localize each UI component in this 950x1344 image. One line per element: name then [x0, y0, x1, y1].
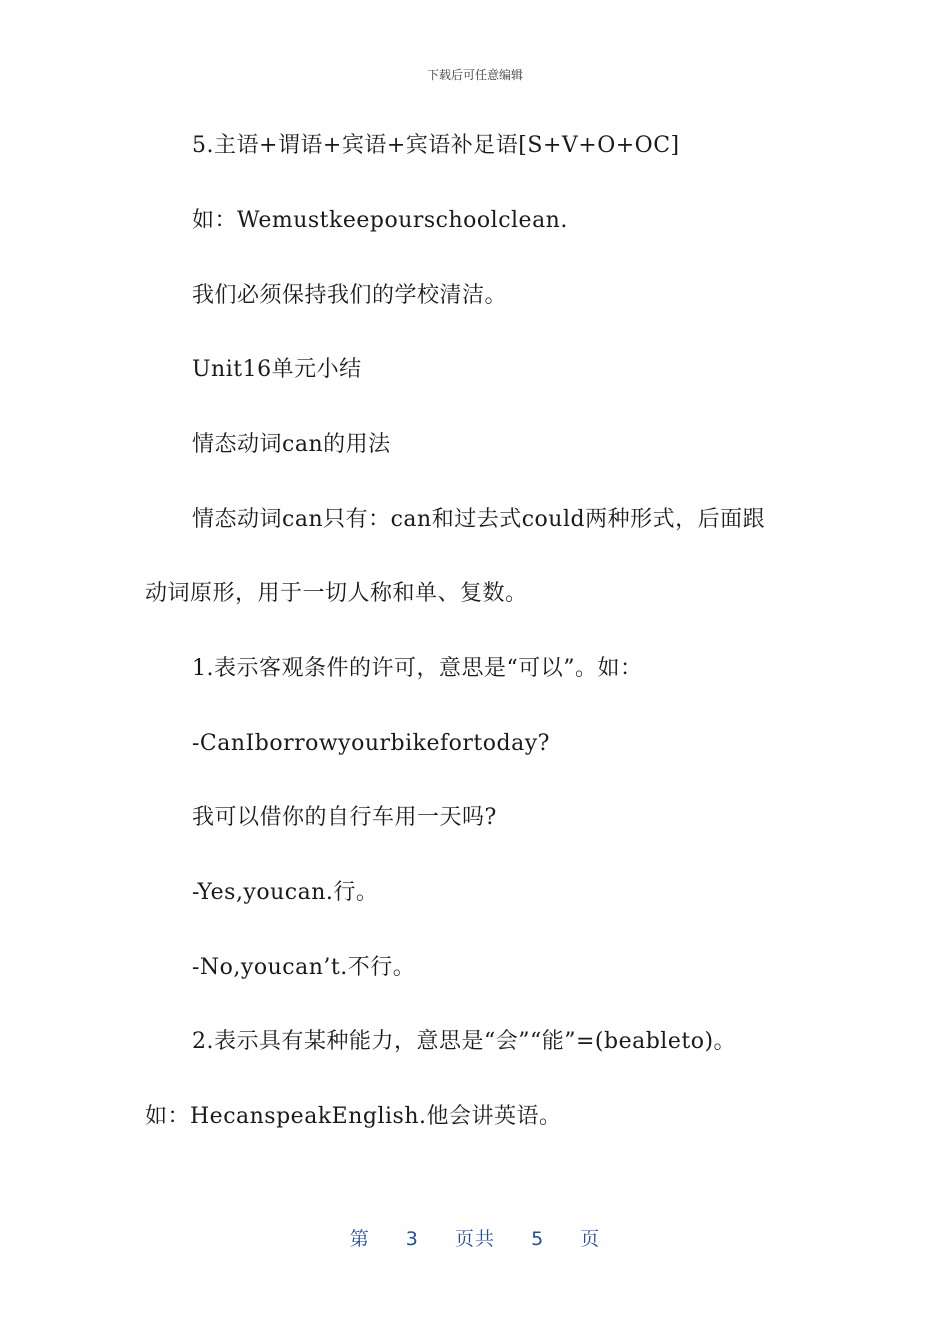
current-page-number: 3 [405, 1228, 419, 1250]
page-header: 下载后可任意编辑 [426, 68, 523, 82]
page-label-suffix: 页 [580, 1228, 601, 1250]
page-label-prefix: 第 [349, 1228, 370, 1250]
text-line-2: 如：Wemustkeepourschoolclean. [192, 208, 568, 233]
text-line-5-section-title: 情态动词can的用法 [192, 432, 391, 457]
text-line-9: -CanIborrowyourbikefortoday? [192, 731, 550, 756]
text-line-10: 我可以借你的自行车用一天吗? [192, 805, 497, 830]
text-line-11: -Yes,youcan.行。 [192, 880, 379, 905]
total-pages-number: 5 [531, 1228, 545, 1250]
text-line-3: 我们必须保持我们的学校清洁。 [192, 283, 508, 308]
text-line-8: 1.表示客观条件的许可，意思是“可以”。如： [192, 656, 643, 681]
text-line-14: 如：HecanspeakEnglish.他会讲英语。 [145, 1104, 562, 1129]
page-label-middle: 页共 [454, 1228, 495, 1250]
text-line-4-unit-title: Unit16单元小结 [192, 357, 362, 382]
page-footer [0, 1224, 950, 1251]
text-line-7: 动词原形，用于一切人称和单、复数。 [145, 581, 528, 606]
text-line-13: 2.表示具有某种能力，意思是“会”“能”=(beableto)。 [192, 1029, 737, 1054]
text-line-1: 5.主语+谓语+宾语+宾语补足语[S+V+O+OC] [192, 133, 680, 158]
text-line-6: 情态动词can只有：can和过去式could两种形式，后面跟 [192, 507, 766, 532]
text-line-12: -No,youcan’t.不行。 [192, 955, 416, 980]
